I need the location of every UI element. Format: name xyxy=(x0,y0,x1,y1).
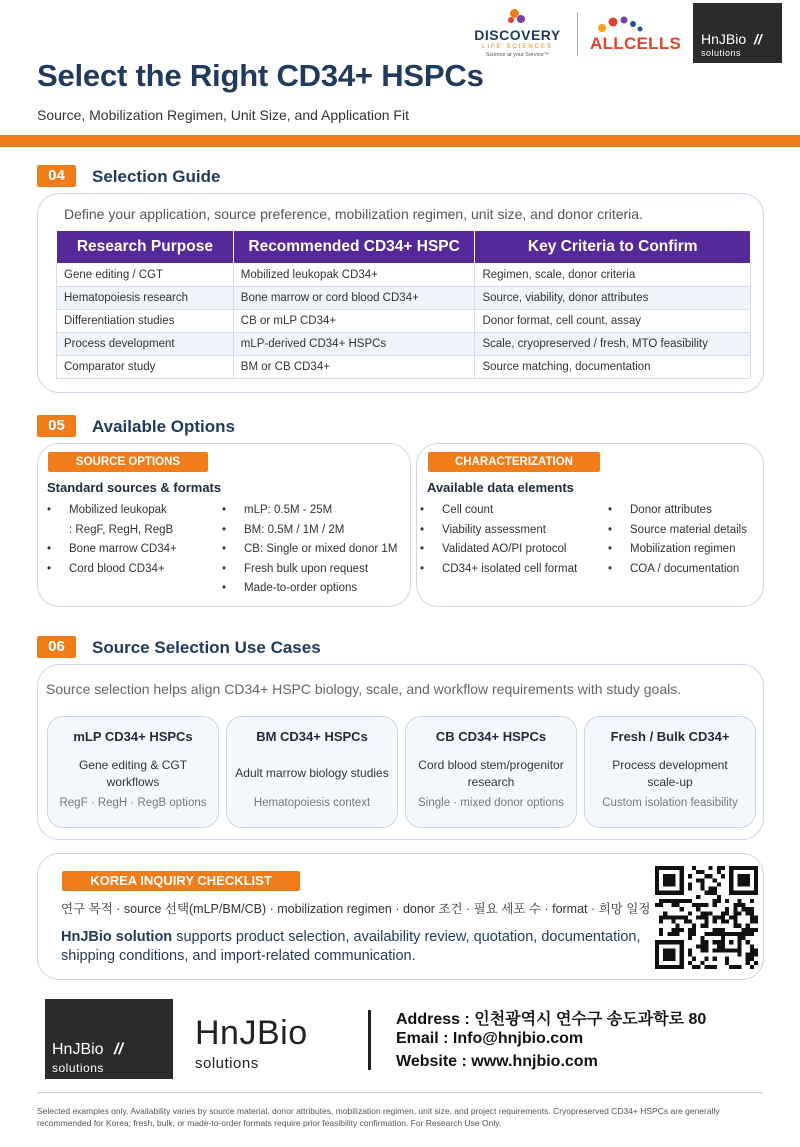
source-options-list-2 xyxy=(222,501,397,599)
selection-guide-table xyxy=(56,230,751,379)
discovery-tagline: Science at your Service™ xyxy=(485,52,550,58)
list-item: • Source material details xyxy=(608,521,747,541)
list-item: • Validated AO/PI protocol xyxy=(420,540,577,560)
list-item: • COA / documentation xyxy=(608,560,747,580)
characterization-heading: Available data elements xyxy=(427,480,574,495)
hnjbio-logo-mark: // xyxy=(754,31,762,47)
use-case-card-fresh xyxy=(584,716,756,828)
section-05-number: 05 xyxy=(37,415,76,437)
hnjbio-logo-name: HnJBio xyxy=(701,31,747,47)
table-cell: Process development xyxy=(57,333,234,356)
allcells-logo xyxy=(588,12,680,57)
table-cell: Regimen, scale, donor criteria xyxy=(475,264,751,287)
hnjbio-logo-top xyxy=(693,3,782,63)
discovery-dots-icon xyxy=(470,5,565,27)
source-options-pill: SOURCE OPTIONS xyxy=(48,452,208,472)
section-06-number: 06 xyxy=(37,636,76,658)
discovery-name: DISCOVERY xyxy=(474,27,561,43)
checklist-brand: HnJBio solution xyxy=(61,929,173,945)
list-item: • CB: Single or mixed donor 1M xyxy=(222,540,397,560)
list-item: • Mobilization regimen xyxy=(608,540,747,560)
characterization-list-1 xyxy=(420,501,577,579)
allcells-name: ALLCELLS xyxy=(590,34,682,53)
list-item: • Fresh bulk upon request xyxy=(222,560,397,580)
list-item: • Cord blood CD34+ xyxy=(47,560,177,580)
discovery-sub: LIFE SCIENCES xyxy=(481,44,553,50)
section-04-title: Selection Guide xyxy=(92,167,221,186)
use-case-card-bm xyxy=(226,716,398,828)
table-cell: Scale, cryopreserved / fresh, MTO feasibility xyxy=(475,333,751,356)
section-04-number: 04 xyxy=(37,165,76,187)
footer-logo xyxy=(45,999,173,1079)
table-row xyxy=(57,356,751,379)
footer-logo-sub: solutions xyxy=(52,1061,104,1075)
table-cell: Mobilized leukopak CD34+ xyxy=(233,264,475,287)
table-cell: Hematopoiesis research xyxy=(57,287,234,310)
characterization-pill: CHARACTERIZATION xyxy=(428,452,600,472)
use-case-body: Adult marrow biology studies xyxy=(235,766,389,780)
use-case-body: Process development scale-up xyxy=(612,758,728,789)
table-cell: Source, viability, donor attributes xyxy=(475,287,751,310)
list-item: • Donor attributes xyxy=(608,501,747,521)
list-item: • CD34+ isolated cell format xyxy=(420,560,577,580)
checklist-text: supports product selection, availability review, quotation, documentation, shipping conditions, and import-related communication. xyxy=(61,929,641,964)
table-cell: Gene editing / CGT xyxy=(57,264,234,287)
table-cell: CB or mLP CD34+ xyxy=(233,310,475,333)
footer-logo-name: HnJBio xyxy=(52,1041,104,1058)
characterization-list-2 xyxy=(608,501,747,579)
table-row xyxy=(57,310,751,333)
footer-brand-sub: solutions xyxy=(195,1055,259,1072)
use-case-title: mLP CD34+ HSPCs xyxy=(73,729,193,744)
section-05-title: Available Options xyxy=(92,417,235,436)
use-case-foot: Hematopoiesis context xyxy=(253,797,371,809)
footer-divider xyxy=(368,1010,371,1070)
table-cell: Donor format, cell count, assay xyxy=(475,310,751,333)
use-cases-intro: Source selection helps align CD34+ HSPC biology, scale, and workflow requirements with study goals. xyxy=(46,681,682,697)
footer-address: Address : 인천광역시 연수구 송도과학로 80 xyxy=(396,1011,707,1028)
use-case-card-mlp xyxy=(47,716,219,828)
footer-rule xyxy=(37,1092,763,1093)
table-row xyxy=(57,287,751,310)
section-06-title: Source Selection Use Cases xyxy=(92,638,321,657)
use-case-title: BM CD34+ HSPCs xyxy=(256,729,368,744)
column-header: Key Criteria to Confirm xyxy=(475,231,751,264)
table-row xyxy=(57,264,751,287)
use-case-foot: Custom isolation feasibility xyxy=(602,797,738,809)
header-accent-bar xyxy=(0,135,800,147)
table-cell: Bone marrow or cord blood CD34+ xyxy=(233,287,475,310)
list-item: • Bone marrow CD34+ xyxy=(47,540,177,560)
table-cell: Source matching, documentation xyxy=(475,356,751,379)
source-options-list-1 xyxy=(47,501,177,579)
use-case-foot: RegF · RegH · RegB options xyxy=(59,797,207,809)
page-subtitle: Source, Mobilization Regimen, Unit Size, and Application Fit xyxy=(37,107,409,123)
list-item: • Cell count xyxy=(420,501,577,521)
list-item: • Made-to-order options xyxy=(222,579,397,599)
footer-website[interactable]: Website : www.hnjbio.com xyxy=(396,1053,598,1070)
footer-email[interactable]: Email : Info@hnjbio.com xyxy=(396,1030,584,1047)
use-case-title: Fresh / Bulk CD34+ xyxy=(610,729,730,744)
list-item: • BM: 0.5M / 1M / 2M xyxy=(222,521,397,541)
table-header-row xyxy=(57,231,751,264)
list-item: • Mobilized leukopak xyxy=(47,501,177,521)
allcells-dots-icon xyxy=(588,12,680,34)
footer-logo-mark: // xyxy=(114,1041,123,1058)
table-cell: Comparator study xyxy=(57,356,234,379)
column-header: Recommended CD34+ HSPC xyxy=(233,231,475,264)
footer-brand-name: HnJBio xyxy=(195,1014,308,1052)
use-case-title: CB CD34+ HSPCs xyxy=(435,729,547,744)
checklist-description xyxy=(61,928,641,966)
use-case-body: Cord blood stem/progenitor research xyxy=(418,758,564,789)
checklist-items: 연구 목적 · source 선택(mLP/BM/CB) · mobilization regimen · donor 조건 · 필요 세포 수 · format · 희망 일정 xyxy=(61,902,651,916)
list-item: • Viability assessment xyxy=(420,521,577,541)
checklist-pill: KOREA INQUIRY CHECKLIST xyxy=(62,871,300,891)
logo-divider xyxy=(577,12,578,56)
list-item: : RegF, RegH, RegB xyxy=(69,523,174,536)
discovery-logo xyxy=(470,5,565,65)
use-case-body: Gene editing & CGT workflows xyxy=(78,758,188,789)
table-row xyxy=(57,333,751,356)
table-cell: BM or CB CD34+ xyxy=(233,356,475,379)
selection-guide-intro: Define your application, source preference, mobilization regimen, unit size, and donor criteria. xyxy=(64,206,643,222)
table-cell: Differentiation studies xyxy=(57,310,234,333)
source-options-heading: Standard sources & formats xyxy=(47,480,222,495)
hnjbio-logo-sub: solutions xyxy=(701,48,742,58)
qr-code-icon[interactable] xyxy=(655,866,758,969)
use-case-foot: Single · mixed donor options xyxy=(418,797,564,809)
page-title: Select the Right CD34+ HSPCs xyxy=(37,58,484,93)
table-cell: mLP-derived CD34+ HSPCs xyxy=(233,333,475,356)
use-case-card-cb xyxy=(405,716,577,828)
footer-disclaimer: Selected examples only. Availability varies by source material, donor attributes, mobilization regimen, unit size, and project requirements. Cryopreserved CD34+ HSPCs are generally recommended for Korea; fresh, bulk, or made-to-order formats require prior feasibility confirmation. For Research Use Only. xyxy=(37,1106,720,1128)
list-item: • mLP: 0.5M - 25M xyxy=(222,501,397,521)
column-header: Research Purpose xyxy=(57,231,234,264)
